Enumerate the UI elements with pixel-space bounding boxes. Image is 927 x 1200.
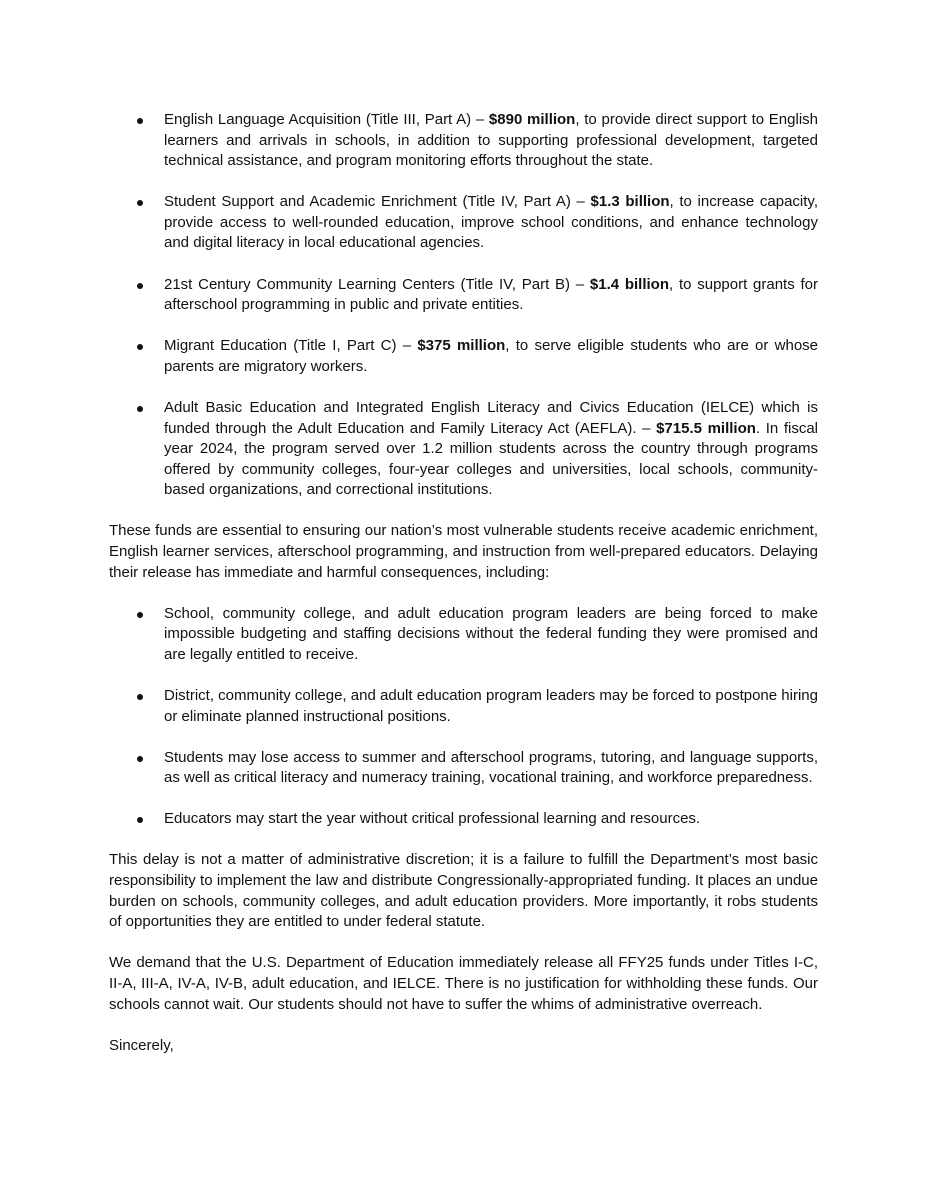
bullet-icon	[137, 612, 143, 618]
bullet-icon	[137, 817, 143, 823]
bullet-icon	[137, 118, 143, 124]
list-item	[109, 275, 818, 316]
funding-amount: $890 million	[488, 111, 576, 128]
list-item	[109, 604, 818, 666]
letter-body	[109, 110, 818, 1056]
list-item	[109, 110, 818, 172]
list-item	[109, 686, 818, 727]
funding-amount: $1.3 billion	[590, 193, 670, 211]
bullet-icon	[137, 406, 143, 412]
spacer	[109, 1015, 818, 1036]
funding-amount: $1.4 billion	[589, 275, 670, 293]
spacer	[109, 933, 818, 954]
item-text: Student Support and Academic Enrichment (Title IV, Part A) –	[164, 193, 591, 211]
item-text: Adult Basic Education and Integrated English Literacy and Civics Education (IELCE) which is funded through the Adult Education and Family Literacy Act (AEFLA). –	[164, 398, 818, 437]
spacer	[109, 583, 818, 604]
list-item	[109, 398, 818, 501]
item-text: School, community college, and adult education program leaders are being forced to make impossible budgeting and staffing decisions without the federal funding they were promised and are legally entitled to receive.	[164, 604, 818, 663]
paragraph-essential: These funds are essential to ensuring our nation’s most vulnerable students receive academic enrichment, English learner services, afterschool programming, and instruction from well-prepared educators. Delaying their release has immediate and harmful consequences, including:	[109, 522, 818, 581]
list-item	[109, 192, 818, 254]
item-text: , to support grants for afterschool programming in public and private entities.	[164, 275, 818, 314]
bullet-icon	[137, 756, 143, 762]
item-text: Educators may start the year without critical professional learning and resources.	[164, 810, 701, 828]
paragraph-delay: This delay is not a matter of administrative discretion; it is a failure to fulfill the Department’s most basic responsibility to implement the law and distribute Congressionally-appropriated funding. It places an undue burden on schools, community colleges, and adult education providers. More importantly, it robs students of opportunities they are entitled to under federal statute.	[109, 851, 818, 931]
funding-amount: $375 million	[417, 337, 506, 355]
item-text: Students may lose access to summer and afterschool programs, tutoring, and language supports, as well as critical literacy and numeracy training, vocational training, and workforce preparedness.	[164, 748, 818, 787]
bullet-icon	[137, 344, 143, 350]
paragraph-demand: We demand that the U.S. Department of Education immediately release all FFY25 funds under Titles I-C, II-A, III-A, IV-A, IV-B, adult education, and IELCE. There is no justification for withholding these funds. Our schools cannot wait. Our students should not have to suffer the whims of administrative overreach.	[109, 954, 818, 1013]
item-text: , to increase capacity, provide access to well-rounded education, improve school conditions, and enhance technology and digital literacy in local educational agencies.	[164, 193, 818, 252]
spacer	[109, 830, 818, 851]
item-text: 21st Century Community Learning Centers (Title IV, Part B) –	[164, 275, 590, 293]
bullet-icon	[137, 694, 143, 700]
consequences-list	[109, 604, 818, 830]
funding-amount: $715.5 million	[656, 419, 756, 437]
funding-list	[109, 110, 818, 501]
bullet-icon	[137, 283, 143, 289]
list-item	[109, 336, 818, 377]
item-text: Migrant Education (Title I, Part C) –	[164, 337, 418, 355]
item-text: . In fiscal year 2024, the program served over 1.2 million students across the country through programs offered by community colleges, four-year colleges and universities, local schools, community-based organizations, and correctional institutions.	[164, 419, 819, 499]
closing-salutation: Sincerely,	[109, 1036, 174, 1054]
spacer	[109, 501, 818, 522]
item-text: District, community college, and adult education program leaders may be forced to postpone hiring or eliminate planned instructional positions.	[164, 686, 818, 725]
list-item	[109, 809, 818, 830]
bullet-icon	[137, 200, 143, 206]
list-item	[109, 748, 818, 789]
item-text: English Language Acquisition (Title III, Part A) –	[164, 111, 489, 128]
item-text: , to serve eligible students who are or whose parents are migratory workers.	[164, 337, 819, 375]
item-text: , to provide direct support to English learners and arrivals in schools, in addition to supporting professional development, targeted technical assistance, and program monitoring efforts throughout the state.	[164, 111, 819, 170]
